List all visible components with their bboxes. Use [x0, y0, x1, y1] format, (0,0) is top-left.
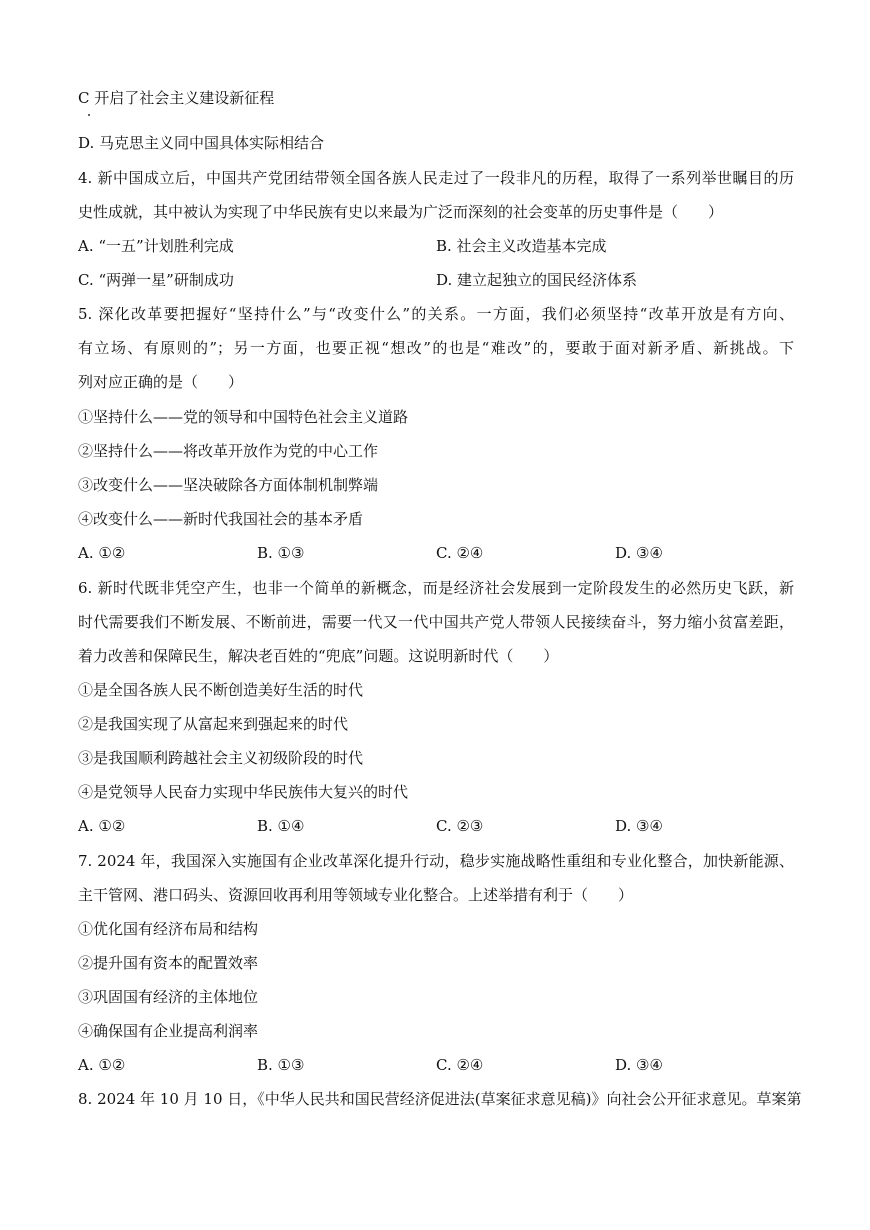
q6-option-d[interactable]: D. ③④	[615, 817, 663, 835]
q6-option-c[interactable]: C. ②③	[436, 817, 484, 835]
q4-stem-line-2: 史性成就，其中被认为实现了中华民族有史以来最为广泛而深刻的社会变革的历史事件是（ ）	[78, 203, 724, 221]
q6-option-b[interactable]: B. ①④	[257, 817, 305, 835]
q7-stem-line-1: 7. 2024 年，我国深入实施国有企业改革深化提升行动，稳步实施战略性重组和专业化整合，加快新能源、	[78, 852, 794, 870]
q6-options	[78, 816, 794, 836]
q3-option-c: C 开启了社会主义建设新征程	[78, 89, 275, 107]
q5-option-d[interactable]: D. ③④	[615, 544, 663, 562]
q7-option-c[interactable]: C. ②④	[436, 1056, 484, 1074]
q5-option-a[interactable]: A. ①②	[78, 544, 126, 562]
q7-item-3: ③巩固国有经济的主体地位	[78, 988, 259, 1006]
q5-item-1: ①坚持什么——党的领导和中国特色社会主义道路	[78, 408, 409, 426]
q5-item-3: ③改变什么——坚决破除各方面体制机制弊端	[78, 476, 379, 494]
q6-item-2: ②是我国实现了从富起来到强起来的时代	[78, 715, 349, 733]
q6-item-3: ③是我国顺利跨越社会主义初级阶段的时代	[78, 749, 364, 767]
q7-stem-line-2: 主干管网、港口码头、资源回收再利用等领域专业化整合。上述举措有利于（ ）	[78, 886, 634, 904]
q7-item-2: ②提升国有资本的配置效率	[78, 954, 259, 972]
q7-item-1: ①优化国有经济布局和结构	[78, 920, 259, 938]
q6-stem-line-3: 着力改善和保障民生，解决老百姓的“兜底”问题。这说明新时代（ ）	[78, 647, 559, 665]
q4-options-row-1	[78, 236, 794, 256]
q5-stem-line-3: 列对应正确的是（ ）	[78, 373, 244, 391]
q4-option-c[interactable]: C. “两弹一星”研制成功	[78, 271, 234, 289]
q7-option-b[interactable]: B. ①③	[257, 1056, 305, 1074]
q4-option-d[interactable]: D. 建立起独立的国民经济体系	[436, 271, 638, 289]
q6-stem-line-1: 6. 新时代既非凭空产生，也非一个简单的新概念，而是经济社会发展到一定阶段发生的必然历史飞跃，新	[78, 579, 794, 597]
q5-options	[78, 543, 794, 563]
q5-stem-line-1: 5. 深化改革要把握好“坚持什么”与“改变什么”的关系。一方面，我们必须坚持“改革开放是有方向、	[78, 305, 794, 323]
q6-item-1: ①是全国各族人民不断创造美好生活的时代	[78, 681, 364, 699]
q6-option-a[interactable]: A. ①②	[78, 817, 126, 835]
q3-option-d: D. 马克思主义同中国具体实际相结合	[78, 134, 325, 152]
q7-option-d[interactable]: D. ③④	[615, 1056, 663, 1074]
q5-option-b[interactable]: B. ①③	[257, 544, 305, 562]
q8-stem-line-1: 8. 2024 年 10 月 10 日，《中华人民共和国民营经济促进法(草案征求意见稿)》向社会公开征求意见。草案第	[78, 1090, 802, 1108]
q5-item-2: ②坚持什么——将改革开放作为党的中心工作	[78, 442, 379, 460]
q4-option-b[interactable]: B. 社会主义改造基本完成	[436, 237, 607, 255]
q7-item-4: ④确保国有企业提高利润率	[78, 1022, 259, 1040]
q7-options	[78, 1055, 794, 1075]
q4-options-row-2	[78, 270, 794, 290]
q4-stem-line-1: 4. 新中国成立后，中国共产党团结带领全国各族人民走过了一段非凡的历程，取得了一系列举世瞩目的历	[78, 169, 794, 187]
q6-item-4: ④是党领导人民奋力实现中华民族伟大复兴的时代	[78, 783, 409, 801]
stray-dot	[88, 114, 90, 116]
q5-stem-line-2: 有立场、有原则的”；另一方面，也要正视“想改”的也是“难改”的，要敢于面对新矛盾、新挑战。下	[78, 339, 794, 357]
q6-stem-line-2: 时代需要我们不断发展、不断前进，需要一代又一代中国共产党人带领人民接续奋斗，努力缩小贫富差距，	[78, 613, 794, 631]
q7-option-a[interactable]: A. ①②	[78, 1056, 126, 1074]
q4-option-a[interactable]: A. “一五”计划胜利完成	[78, 237, 234, 255]
q5-item-4: ④改变什么——新时代我国社会的基本矛盾	[78, 510, 364, 528]
q5-option-c[interactable]: C. ②④	[436, 544, 484, 562]
